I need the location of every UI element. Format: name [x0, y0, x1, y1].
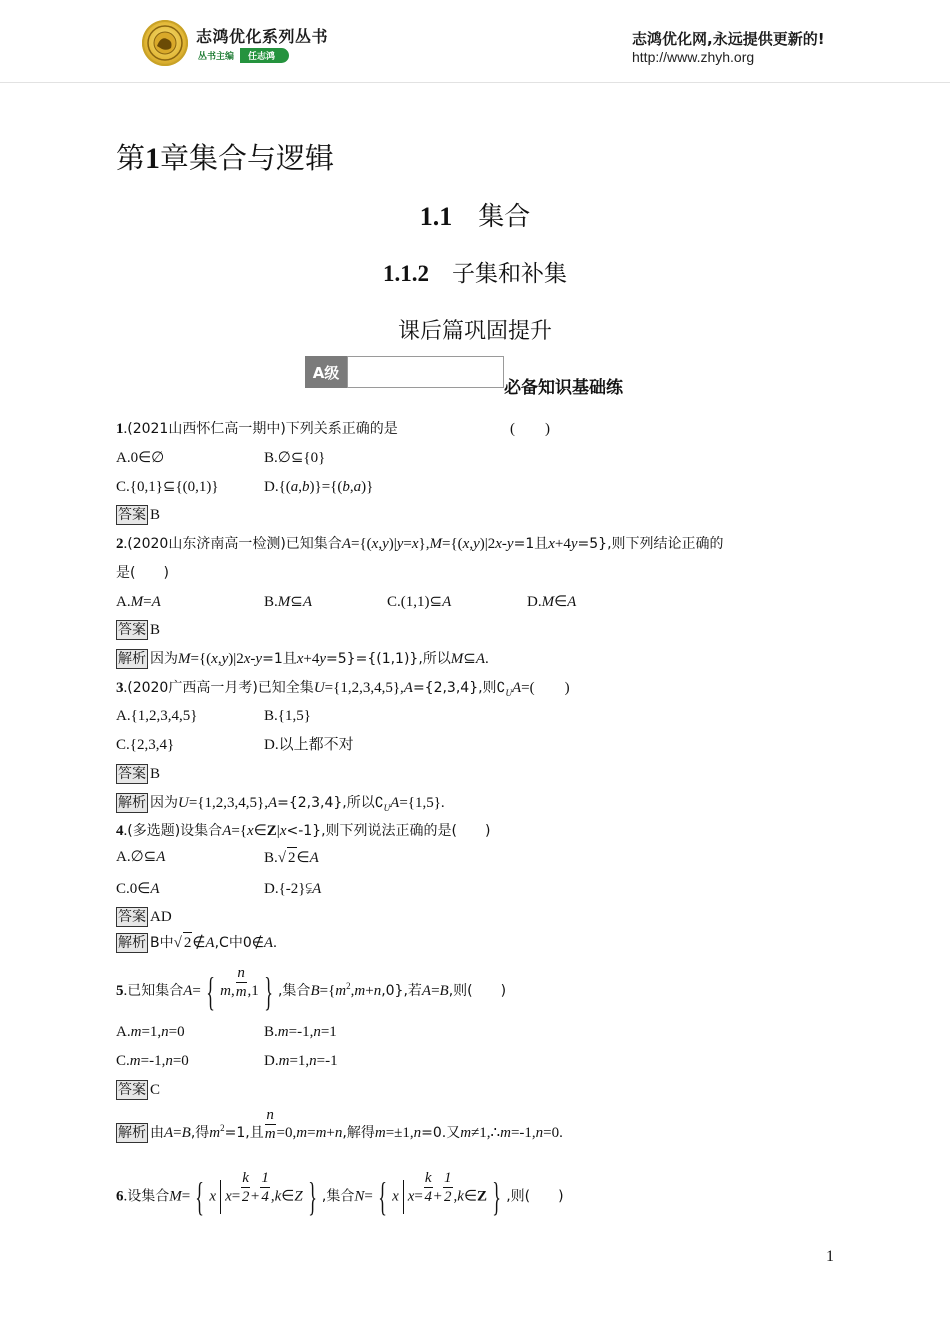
- question-2-analysis: 解析 因为M={(x,y)|2x-y=1且x+4y=5}={(1,1)},所以M⊆A.: [118, 651, 489, 667]
- answer-tag: 答案: [118, 909, 146, 925]
- question-5-analysis: 解析 由A=B,得$m^2=1$,且 $\frac{n}{m}$ =0,m=m+n,解得m=±1,n=0.又m≠1,∴m=-1,n=0.: [118, 1106, 563, 1142]
- question-5-option-c: C.m=-1,n=0: [116, 1053, 189, 1069]
- answer-tag: 答案: [118, 766, 146, 782]
- question-5-stem: 5.已知集合A= { m, $\frac{n}{m}$ ,1 } ,集合$B=\{m^2,m+n,0\}$,若A=B,则( ): [116, 964, 507, 1014]
- site-slogan: 志鸿优化网,永远提供更新的!: [632, 30, 825, 48]
- series-editor-name: 任志鸿: [240, 48, 289, 63]
- dragon-emblem-icon: [142, 20, 188, 66]
- question-4-option-a: A.∅⊆A: [116, 849, 166, 865]
- lesson-title: 课后篇巩固提升: [397, 319, 552, 344]
- question-1-answer: 答案 B: [118, 507, 161, 523]
- analysis-tag: 解析: [118, 651, 146, 667]
- answer-tag: 答案: [118, 622, 146, 638]
- question-2-stem: 2.(2020山东济南高一检测)已知集合A={(x,y)|y=x},M={(x,y)|2x-y=1且x+4y=5},则下列结论正确的: [116, 536, 724, 552]
- analysis-tag: 解析: [118, 935, 146, 951]
- section-title: 1.1 集合: [419, 202, 531, 232]
- question-2-option-a: A.M=A: [116, 594, 161, 610]
- question-4-stem: 4.(多选题)设集合A={x∈Z|x<-1},则下列说法正确的是( ): [116, 823, 491, 839]
- chapter-title: 第1章集合与逻辑: [116, 141, 335, 175]
- series-title: 志鸿优化系列丛书: [196, 27, 329, 46]
- question-4-option-b: B.√ 2∈A: [264, 847, 319, 868]
- question-4-option-c: C.0∈A: [116, 881, 160, 897]
- site-url: http://www.zhyh.org: [632, 49, 755, 65]
- question-1-option-d: D.{(a,b)}={(b,a)}: [264, 479, 374, 495]
- question-2-stem-cont: 是( ): [116, 565, 169, 581]
- question-4-analysis: 解析 B中√ 2∉A,C中0∉A.: [116, 932, 277, 953]
- set-builder-bar: [220, 1180, 221, 1214]
- question-2-option-b: B.M⊆A: [264, 594, 313, 610]
- question-3-answer: 答案 B: [118, 766, 161, 782]
- question-5-option-b: B.m=-1,n=1: [264, 1024, 337, 1040]
- series-editor: [198, 48, 289, 62]
- question-5-option-d: D.m=1,n=-1: [264, 1053, 338, 1069]
- level-title: 必备知识基础练: [504, 378, 623, 398]
- question-2-option-c: C.(1,1)⊆A: [387, 594, 452, 610]
- page-number: 1: [826, 1248, 834, 1265]
- question-1-option-a: A.0∈∅: [116, 450, 165, 466]
- question-6-stem: 6.设集合M= { x x= $\frac{k}{2}$ + $\frac{1}{4}$ ,k∈Z } ,集合N= { x x= $\frac{k}{4}$ + $\frac{1}{2}$ ,k∈Z } ,则( ): [116, 1170, 564, 1219]
- question-3-option-a: A.{1,2,3,4,5}: [116, 708, 198, 724]
- series-logo-seal: [142, 20, 188, 66]
- set-builder-bar: [403, 1180, 404, 1214]
- header-divider: [0, 82, 950, 83]
- question-2-answer: 答案 B: [118, 622, 161, 638]
- analysis-tag: 解析: [118, 1125, 146, 1141]
- question-3-option-b: B.{1,5}: [264, 708, 311, 724]
- question-5-answer: 答案 C: [118, 1082, 161, 1098]
- subsection-title: 1.1.2 子集和补集: [383, 261, 567, 287]
- question-1-paren: ( ): [510, 421, 550, 437]
- question-3-analysis: 解析 因为U={1,2,3,4,5},A={2,3,4},所以$∁_UA=\{1,5\}$.: [118, 795, 445, 813]
- question-3-stem: 3.(2020广西高一月考)已知全集U={1,2,3,4,5},A={2,3,4},则$∁_UA=$( ): [116, 680, 570, 698]
- level-badge: A级: [305, 356, 347, 388]
- question-4-option-d: D.{-2}⫋A: [264, 881, 322, 897]
- question-3-option-d: D.以上都不对: [264, 737, 354, 753]
- level-box: [347, 356, 504, 388]
- question-2-option-d: D.M∈A: [527, 594, 577, 610]
- question-5-option-a: A.m=1,n=0: [116, 1024, 185, 1040]
- question-4-answer: 答案 AD: [118, 909, 172, 925]
- question-3-option-c: C.{2,3,4}: [116, 737, 175, 753]
- answer-tag: 答案: [118, 507, 146, 523]
- analysis-tag: 解析: [118, 795, 146, 811]
- question-1-stem: 1.(2021山西怀仁高一期中)下列关系正确的是: [116, 421, 398, 437]
- question-1-option-b: B.∅⊆{0}: [264, 450, 326, 466]
- answer-tag: 答案: [118, 1082, 146, 1098]
- series-editor-label: 丛书主编: [198, 51, 235, 62]
- question-1-option-c: C.{0,1}⊆{(0,1)}: [116, 479, 219, 495]
